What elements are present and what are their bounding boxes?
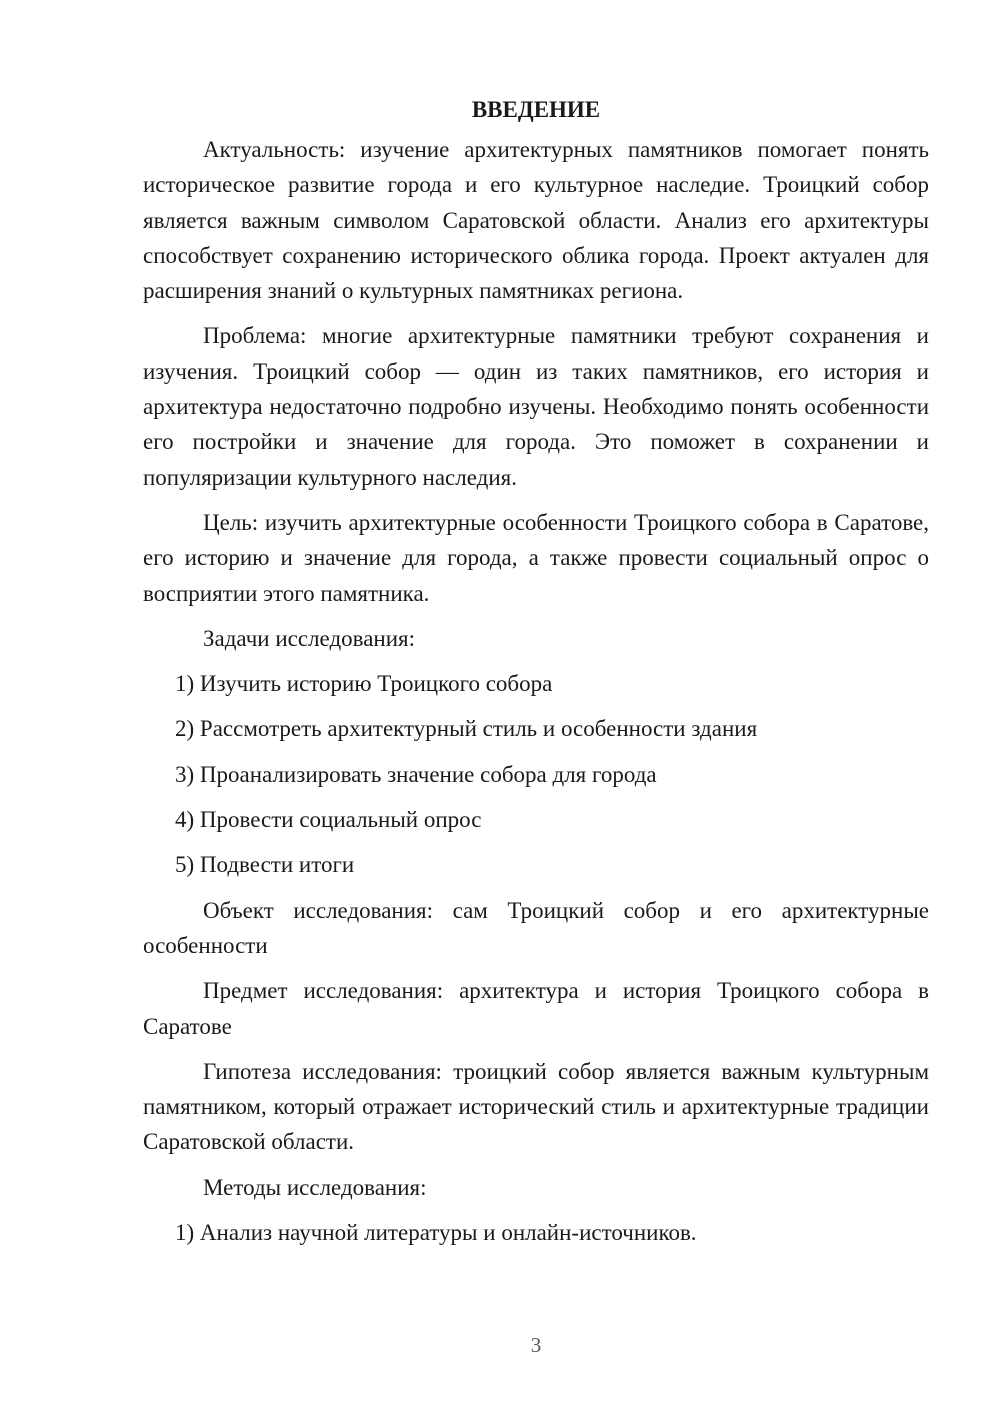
- section-title: ВВЕДЕНИЕ: [471, 97, 601, 122]
- task-item: 5) Подвести итоги: [175, 852, 355, 878]
- methods-heading: Методы исследования:: [203, 1174, 427, 1200]
- tasks-heading: Задачи исследования:: [203, 625, 416, 651]
- relevance-paragraph: Актуальность: изучение архитектурных памятников помогает понять историческое развитие города и его культурное наследие. Троицкий собор является важным символом Саратовской области. Анализ его архитектуры способствует сохранению исторического облика города. Проект актуален для расширения знаний о культурных памятниках региона.: [143, 137, 929, 304]
- tasks-list: [143, 666, 929, 882]
- page-number: 3: [530, 1333, 542, 1357]
- goal-paragraph: Цель: изучить архитектурные особенности Троицкого собора в Саратове, его историю и значение для города, а также провести социальный опрос о восприятии этого памятника.: [143, 509, 929, 606]
- task-item: 3) Проанализировать значение собора для города: [175, 761, 657, 787]
- hypothesis-paragraph: Гипотеза исследования: троицкий собор является важным культурным памятником, который отражает исторический стиль и архитектурные традиции Саратовской области.: [143, 1058, 929, 1155]
- method-item: 1) Анализ научной литературы и онлайн-источников.: [175, 1220, 697, 1246]
- task-item: 2) Рассмотреть архитектурный стиль и особенности здания: [175, 716, 758, 742]
- methods-list: [143, 1215, 929, 1250]
- task-item: 4) Провести социальный опрос: [175, 807, 482, 833]
- subject-paragraph: Предмет исследования: архитектура и история Троицкого собора в Саратове: [143, 978, 929, 1039]
- document-page: [143, 92, 929, 1260]
- object-paragraph: Объект исследования: сам Троицкий собор и его архитектурные особенности: [143, 897, 929, 958]
- task-item: 1) Изучить историю Троицкого собора: [175, 671, 553, 697]
- problem-paragraph: Проблема: многие архитектурные памятники требуют сохранения и изучения. Троицкий собор — один из таких памятников, его история и архитектура недостаточно подробно изучены. Необходимо понять особенности его постройки и значение для города. Это поможет в сохранении и популяризации культурного наследия.: [143, 323, 929, 490]
